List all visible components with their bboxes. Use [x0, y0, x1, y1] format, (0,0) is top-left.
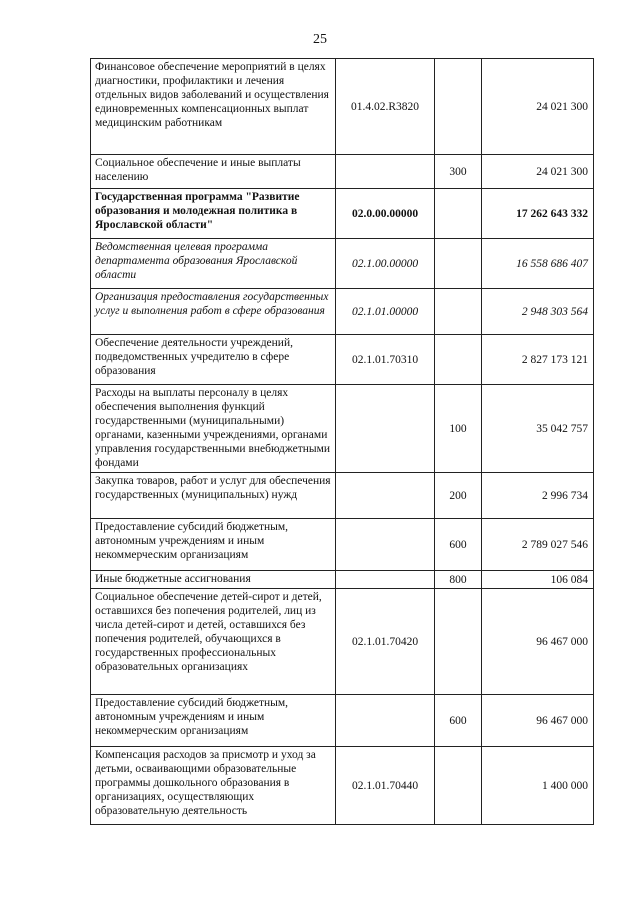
- row-expense-type: 600: [435, 695, 482, 747]
- table-row: [91, 589, 594, 695]
- table-row: [91, 335, 594, 385]
- row-expense-type: [435, 189, 482, 239]
- row-expense-type: [435, 335, 482, 385]
- row-amount: 2 789 027 546: [482, 519, 594, 571]
- row-expense-type: [435, 239, 482, 289]
- row-amount: 1 400 000: [482, 747, 594, 825]
- table-row: [91, 189, 594, 239]
- row-code: [336, 155, 435, 189]
- row-code: 02.1.00.00000: [336, 239, 435, 289]
- page-number: 25: [313, 32, 327, 47]
- row-expense-type: [435, 589, 482, 695]
- row-amount: 2 948 303 564: [482, 289, 594, 335]
- row-code: 02.1.01.70440: [336, 747, 435, 825]
- row-name: Предоставление субсидий бюджетным, автономным учреждениям и иным некоммерческим организациям: [91, 519, 336, 571]
- row-expense-type: 200: [435, 473, 482, 519]
- table-row: [91, 571, 594, 589]
- row-amount: 96 467 000: [482, 695, 594, 747]
- row-code: 01.4.02.R3820: [336, 59, 435, 155]
- row-code: 02.1.01.70420: [336, 589, 435, 695]
- table-row: [91, 473, 594, 519]
- row-name: Ведомственная целевая программа департамента образования Ярославской области: [91, 239, 336, 289]
- table-row: [91, 519, 594, 571]
- row-name: Закупка товаров, работ и услуг для обеспечения государственных (муниципальных) нужд: [91, 473, 336, 519]
- table-row: [91, 747, 594, 825]
- row-amount: 16 558 686 407: [482, 239, 594, 289]
- table-row: [91, 239, 594, 289]
- row-code: [336, 385, 435, 473]
- row-name: Организация предоставления государственных услуг и выполнения работ в сфере образования: [91, 289, 336, 335]
- row-amount: 2 827 173 121: [482, 335, 594, 385]
- table-row: [91, 695, 594, 747]
- row-amount: 96 467 000: [482, 589, 594, 695]
- row-expense-type: [435, 747, 482, 825]
- row-name: Государственная программа "Развитие образования и молодежная политика в Ярославской области": [91, 189, 336, 239]
- row-code: 02.0.00.00000: [336, 189, 435, 239]
- row-amount: 24 021 300: [482, 155, 594, 189]
- row-code: [336, 695, 435, 747]
- row-name: Обеспечение деятельности учреждений, подведомственных учредителю в сфере образования: [91, 335, 336, 385]
- row-code: [336, 571, 435, 589]
- row-amount: 24 021 300: [482, 59, 594, 155]
- row-amount: 2 996 734: [482, 473, 594, 519]
- row-name: Иные бюджетные ассигнования: [91, 571, 336, 589]
- row-name: Социальное обеспечение детей-сирот и детей, оставшихся без попечения родителей, лиц из числа детей-сирот и детей, оставшихся без попечения родителей, обучающихся в государственных профессиональных образовательных организациях: [91, 589, 336, 695]
- row-expense-type: [435, 59, 482, 155]
- row-expense-type: [435, 289, 482, 335]
- row-code: 02.1.01.70310: [336, 335, 435, 385]
- row-name: Предоставление субсидий бюджетным, автономным учреждениям и иным некоммерческим организациям: [91, 695, 336, 747]
- row-expense-type: 800: [435, 571, 482, 589]
- row-code: [336, 519, 435, 571]
- row-name: Финансовое обеспечение мероприятий в целях диагностики, профилактики и лечения отдельных видов заболеваний и осуществления единовременных компенсационных выплат медицинским работникам: [91, 59, 336, 155]
- budget-table: [90, 58, 594, 825]
- row-expense-type: 300: [435, 155, 482, 189]
- row-amount: 35 042 757: [482, 385, 594, 473]
- row-name: Социальное обеспечение и иные выплаты населению: [91, 155, 336, 189]
- row-expense-type: 600: [435, 519, 482, 571]
- row-amount: 106 084: [482, 571, 594, 589]
- row-name: Компенсация расходов за присмотр и уход за детьми, осваивающими образовательные программы дошкольного образования в организациях, осуществляющих образовательную деятельность: [91, 747, 336, 825]
- row-expense-type: 100: [435, 385, 482, 473]
- row-amount: 17 262 643 332: [482, 189, 594, 239]
- row-name: Расходы на выплаты персоналу в целях обеспечения выполнения функций государственными (муниципальными) органами, казенными учреждениями, органами управления государственными внебюджетными фондами: [91, 385, 336, 473]
- table-row: [91, 385, 594, 473]
- row-code: [336, 473, 435, 519]
- table-row: [91, 59, 594, 155]
- table-row: [91, 155, 594, 189]
- table-row: [91, 289, 594, 335]
- row-code: 02.1.01.00000: [336, 289, 435, 335]
